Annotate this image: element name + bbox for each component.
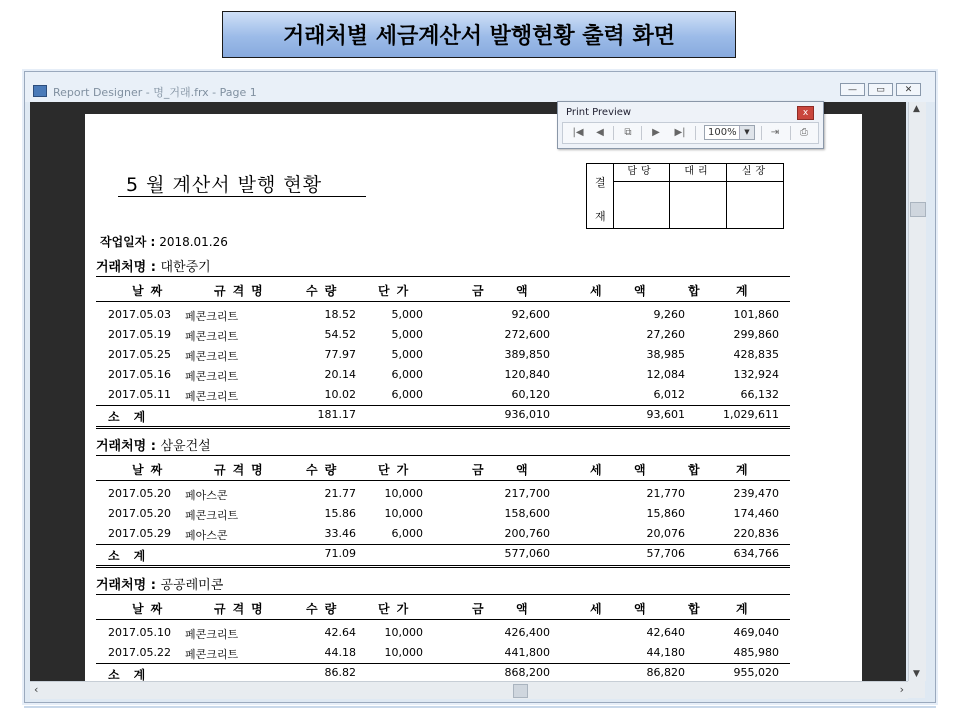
separator (790, 126, 791, 140)
column-header: 액 (516, 463, 535, 477)
cell-qty: 44.18 (324, 646, 356, 659)
table-row (96, 524, 790, 544)
cell-amount: 272,600 (504, 328, 550, 341)
cell-item: 페콘크리트 (185, 648, 239, 661)
cell-date: 2017.05.20 (108, 487, 171, 500)
table-header (96, 276, 790, 302)
column-header: 단가 (378, 463, 416, 477)
cell-price: 10,000 (384, 646, 423, 659)
printer-icon[interactable]: ⎙ (800, 127, 808, 138)
column-header: 금 (472, 284, 491, 298)
cell-total: 299,860 (733, 328, 779, 341)
scroll-right-icon[interactable]: › (899, 683, 904, 696)
cell-date: 2017.05.19 (108, 328, 171, 341)
table-row (96, 365, 790, 385)
cell-qty: 15.86 (324, 507, 356, 520)
cell-amount: 120,840 (504, 368, 550, 381)
column-header: 계 (736, 284, 755, 298)
approval-col-director: 실장 (727, 164, 784, 228)
subtotal-amount: 936,010 (504, 408, 550, 421)
subtotal-total: 634,766 (733, 547, 779, 560)
column-header: 세 (590, 284, 609, 298)
cell-price: 6,000 (391, 368, 423, 381)
column-header: 합 (688, 602, 707, 616)
approval-col-manager: 담당 (613, 164, 670, 228)
cell-qty: 42.64 (324, 626, 356, 639)
column-header: 수량 (306, 463, 344, 477)
column-header: 규격명 (214, 284, 270, 298)
cell-qty: 18.52 (324, 308, 356, 321)
table-header (96, 594, 790, 620)
preview-canvas (30, 102, 906, 681)
column-header: 규격명 (214, 602, 270, 616)
vertical-scrollbar[interactable] (908, 102, 926, 681)
column-header: 합 (688, 463, 707, 477)
subtotal-qty: 71.09 (324, 547, 356, 560)
cell-item: 페콘크리트 (185, 370, 239, 383)
separator (761, 126, 762, 140)
subtotal-tax: 57,706 (646, 547, 685, 560)
column-header: 금 (472, 602, 491, 616)
scrollbar-corner (908, 681, 925, 698)
cell-price: 10,000 (384, 507, 423, 520)
customer-name: 거래처명 : 삼윤건설 (96, 439, 211, 454)
cell-total: 428,835 (733, 348, 779, 361)
cell-qty: 21.77 (324, 487, 356, 500)
horizontal-scroll-thumb[interactable] (513, 684, 528, 698)
cell-date: 2017.05.11 (108, 388, 171, 401)
cell-price: 5,000 (391, 308, 423, 321)
cell-price: 5,000 (391, 348, 423, 361)
cell-price: 5,000 (391, 328, 423, 341)
customer-name: 거래처명 : 공공레미콘 (96, 578, 224, 593)
column-header: 수량 (306, 602, 344, 616)
cell-item: 페콘크리트 (185, 509, 239, 522)
cell-item: 페아스콘 (185, 489, 228, 502)
subtotal-row (96, 663, 790, 681)
column-header: 세 (590, 602, 609, 616)
cell-tax: 27,260 (646, 328, 685, 341)
cell-date: 2017.05.03 (108, 308, 171, 321)
column-header: 날짜 (132, 602, 170, 616)
subtotal-row (96, 544, 790, 568)
zoom-select[interactable]: 100% ▼ (704, 125, 755, 140)
cell-qty: 10.02 (324, 388, 356, 401)
subtotal-row (96, 405, 790, 429)
slide-bottom-line (24, 706, 936, 708)
cell-item: 페콘크리트 (185, 330, 239, 343)
cell-date: 2017.05.20 (108, 507, 171, 520)
last-page-icon[interactable]: ▶| (674, 127, 686, 138)
subtotal-qty: 86.82 (324, 666, 356, 679)
cell-amount: 426,400 (504, 626, 550, 639)
table-row (96, 623, 790, 643)
cell-date: 2017.05.10 (108, 626, 171, 639)
minimize-button[interactable]: — (840, 83, 865, 96)
table-row (96, 643, 790, 663)
cell-amount: 200,760 (504, 527, 550, 540)
cell-date: 2017.05.29 (108, 527, 171, 540)
window-title: Report Designer - 명_거래.frx - Page 1 (53, 86, 257, 99)
cell-qty: 33.46 (324, 527, 356, 540)
column-header: 합 (688, 284, 707, 298)
table-row (96, 305, 790, 325)
cell-total: 220,836 (733, 527, 779, 540)
column-header: 액 (634, 602, 653, 616)
cell-tax: 21,770 (646, 487, 685, 500)
cell-qty: 77.97 (324, 348, 356, 361)
print-preview-buttons (562, 122, 819, 144)
previous-page-icon[interactable]: ◀ (596, 127, 604, 138)
cell-price: 6,000 (391, 527, 423, 540)
cell-date: 2017.05.16 (108, 368, 171, 381)
column-header: 액 (516, 602, 535, 616)
subtotal-qty: 181.17 (317, 408, 356, 421)
cell-item: 페콘크리트 (185, 390, 239, 403)
column-header: 계 (736, 463, 755, 477)
cell-total: 174,460 (733, 507, 779, 520)
subtotal-label: 소계 (108, 549, 160, 563)
cell-price: 10,000 (384, 626, 423, 639)
cell-tax: 20,076 (646, 527, 685, 540)
approval-side-label: 결 재 (587, 164, 614, 228)
subtotal-tax: 93,601 (646, 408, 685, 421)
subtotal-label: 소계 (108, 410, 160, 424)
cell-tax: 15,860 (646, 507, 685, 520)
scroll-left-icon[interactable]: ‹ (34, 683, 39, 696)
multi-page-icon[interactable]: ⧉ (624, 127, 632, 138)
subtotal-label: 소계 (108, 668, 160, 681)
separator (695, 126, 696, 140)
cell-amount: 158,600 (504, 507, 550, 520)
cell-item: 페콘크리트 (185, 310, 239, 323)
cell-amount: 441,800 (504, 646, 550, 659)
cell-tax: 38,985 (646, 348, 685, 361)
cell-price: 6,000 (391, 388, 423, 401)
table-row (96, 325, 790, 345)
close-preview-icon[interactable]: ⇥ (770, 127, 780, 138)
cell-item: 페콘크리트 (185, 350, 239, 363)
slide-title: 거래처별 세금계산서 발행현황 출력 화면 (222, 11, 736, 58)
cell-total: 485,980 (733, 646, 779, 659)
cell-qty: 54.52 (324, 328, 356, 341)
column-header: 금 (472, 463, 491, 477)
separator (641, 126, 642, 140)
horizontal-scrollbar[interactable] (30, 681, 908, 699)
cell-total: 101,860 (733, 308, 779, 321)
report-designer-window (24, 71, 936, 703)
maximize-button[interactable]: ▭ (868, 83, 893, 96)
cell-tax: 44,180 (646, 646, 685, 659)
subtotal-total: 1,029,611 (723, 408, 779, 421)
table-row (96, 504, 790, 524)
cell-date: 2017.05.25 (108, 348, 171, 361)
separator (613, 126, 614, 140)
print-preview-title: Print Preview (566, 107, 632, 118)
cell-item: 페아스콘 (185, 529, 228, 542)
cell-total: 469,040 (733, 626, 779, 639)
customer-name: 거래처명 : 대한중기 (96, 260, 211, 275)
cell-amount: 60,120 (511, 388, 550, 401)
column-header: 액 (516, 284, 535, 298)
column-header: 단가 (378, 284, 416, 298)
cell-total: 132,924 (733, 368, 779, 381)
approval-col-deputy: 대리 (670, 164, 727, 228)
window-titlebar (25, 72, 935, 102)
next-page-icon[interactable]: ▶ (652, 127, 660, 138)
table-row (96, 484, 790, 504)
print-preview-toolbar (557, 101, 824, 149)
approval-box (586, 163, 784, 229)
cell-total: 239,470 (733, 487, 779, 500)
cell-price: 10,000 (384, 487, 423, 500)
app-icon (33, 85, 47, 97)
column-header: 날짜 (132, 284, 170, 298)
table-row (96, 385, 790, 405)
subtotal-tax: 86,820 (646, 666, 685, 679)
cell-tax: 9,260 (653, 308, 685, 321)
cell-date: 2017.05.22 (108, 646, 171, 659)
column-header: 수량 (306, 284, 344, 298)
subtotal-amount: 577,060 (504, 547, 550, 560)
first-page-icon[interactable]: |◀ (572, 127, 584, 138)
column-header: 단가 (378, 602, 416, 616)
cell-amount: 92,600 (511, 308, 550, 321)
cell-item: 페콘크리트 (185, 628, 239, 641)
cell-tax: 42,640 (646, 626, 685, 639)
close-icon[interactable]: x (797, 106, 814, 120)
column-header: 날짜 (132, 463, 170, 477)
vertical-scroll-thumb[interactable] (910, 202, 926, 217)
chevron-down-icon[interactable]: ▼ (739, 126, 754, 139)
cell-amount: 217,700 (504, 487, 550, 500)
report-title: 5 월 계산서 발행 현황 (118, 162, 366, 197)
scroll-down-icon[interactable]: ▼ (913, 669, 920, 679)
subtotal-total: 955,020 (733, 666, 779, 679)
cell-total: 66,132 (740, 388, 779, 401)
cell-tax: 12,084 (646, 368, 685, 381)
cell-tax: 6,012 (653, 388, 685, 401)
cell-qty: 20.14 (324, 368, 356, 381)
column-header: 계 (736, 602, 755, 616)
column-header: 액 (634, 463, 653, 477)
table-row (96, 345, 790, 365)
subtotal-amount: 868,200 (504, 666, 550, 679)
work-date: 작업일자 : 2018.01.26 (100, 235, 228, 249)
column-header: 세 (590, 463, 609, 477)
report-page (85, 114, 862, 681)
column-header: 규격명 (214, 463, 270, 477)
close-window-button[interactable]: ✕ (896, 83, 921, 96)
table-header (96, 455, 790, 481)
cell-amount: 389,850 (504, 348, 550, 361)
column-header: 액 (634, 284, 653, 298)
scroll-up-icon[interactable]: ▲ (913, 104, 920, 114)
